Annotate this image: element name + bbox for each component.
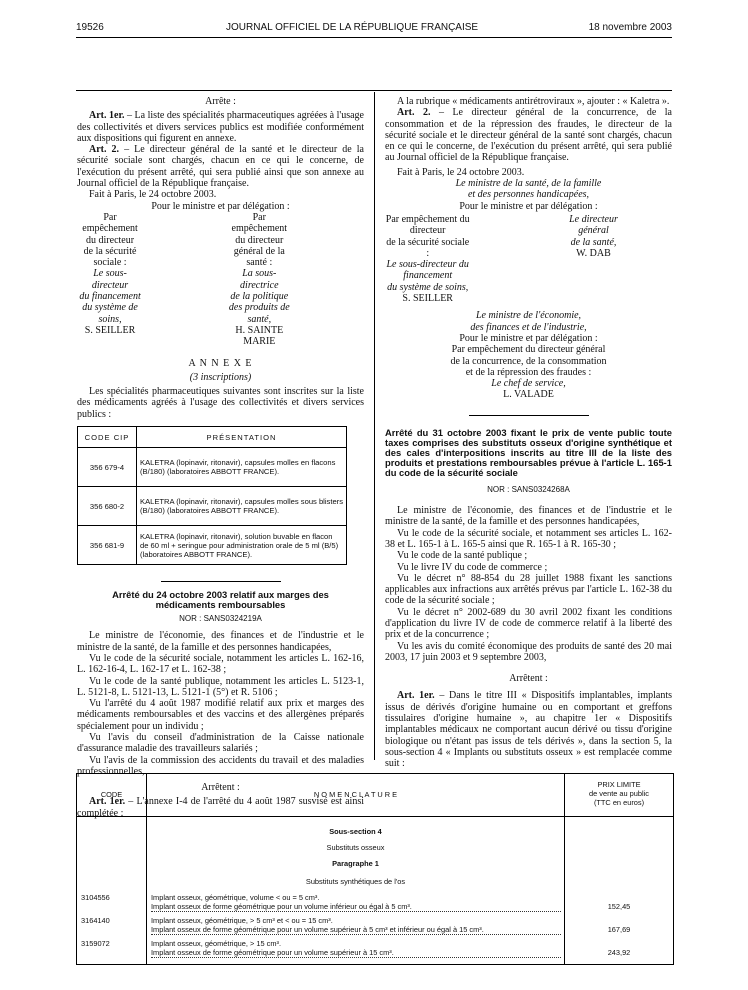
left-fait: Fait à Paris, le 24 octobre 2003. — [89, 189, 217, 201]
table-row: 356 681-9 KALETRA (lopinavir, ritonavir), solution buvable en flacon de 60 ml + seringue pour administration orale de 5 ml (B/5) (laboratoires ABBOTT FRANCE). — [78, 526, 347, 565]
left-article-1: Art. 1er. – La liste des spécialités pharmaceutiques agréées à l'usage des collectivités et divers services publics est modifiée conformément aux dispositions qui figurent en annexe. — [77, 110, 364, 144]
right-para: Vu le livre IV du code de commerce ; — [397, 561, 548, 573]
left-para: Le ministre de l'économie, des finances et de l'industrie et le ministre de la santé, de la famille et des personnes handicapées, — [77, 630, 364, 653]
separator — [161, 581, 281, 582]
arrete-2-title: Arrêté du 24 octobre 2003 relatif aux marges des médicaments remboursables — [112, 589, 329, 611]
right-rubrique: A la rubrique « médicaments antirétroviraux », ajouter : « Kaletra ». — [397, 96, 670, 107]
journal-title: JOURNAL OFFICIEL DE LA RÉPUBLIQUE FRANÇAISE — [226, 22, 479, 33]
left-para: Vu l'avis de la commission des accidents du travail et des maladies professionnelles, — [77, 754, 364, 777]
right-article-2: Art. 2. – Le directeur général de la concurrence, de la consommation et de la répression des fraudes, le directeur de la sécurité sociale et le directeur général de la santé sont chargés, chacun en ce qui le concerne, de l'exécution du présent arrêté, qui sera publié au Journal officiel de la République française. — [385, 107, 672, 164]
column-top-rule — [76, 90, 672, 91]
annexe-intro: Les spécialités pharmaceutiques suivantes sont inscrites sur la liste des médicaments agréés à l'usage des collectivités et divers services publics : — [77, 386, 364, 420]
table-row: 356 680-2 KALETRA (lopinavir, ritonavir), capsules molles sous blisters (B/180) (laboratoires ABBOTT FRANCE). — [78, 487, 347, 526]
col-code: CODE — [100, 790, 123, 799]
signature-right: Le directeur général de la santé, W. DAB — [569, 213, 618, 259]
left-para: Vu l'avis du conseil d'administration de la Caisse nationale d'assurance maladie des travailleurs salariés ; — [77, 731, 364, 755]
left-article-2: Art. 2. – Le directeur général de la santé et le directeur de la sécurité sociale sont chargés, chacun en ce qui le concerne, de l'exécution du présent arrêté, qui sera publié ainsi que son annexe au Journal officiel de la République française. — [77, 144, 364, 190]
header-rule — [76, 37, 672, 38]
arrete-3-nor: NOR : SANS0324268A — [487, 484, 570, 494]
right-para: Vu le code de la sécurité sociale, et notamment ses articles L. 162-38 et L. 165-1 à L. 165-5 ainsi que R. 165-1 à R. 165-30 ; — [385, 527, 672, 550]
left-para: Vu l'arrêté du 4 août 1987 modifié relatif aux prix et marges des médicaments remboursables et des vaccins et des allergènes préparés spécialement pour un individu ; — [77, 698, 364, 732]
table-row-price: 167,69 — [607, 925, 631, 934]
left-arretent: Arrêtent : — [201, 782, 240, 794]
right-ministre-1: Le ministre de la santé, de la famille et des personnes handicapées, — [455, 178, 602, 201]
left-para: Vu le code de la santé publique, notamment les articles L. 5123-1, L. 5121-8, L. 5121-13, L. 5121-1 (5°) et R. 5106 ; — [77, 675, 364, 698]
arrete-label: Arrête : — [205, 96, 236, 107]
signature-left: Par empêchement du directeur de la sécurité sociale : Le sous-directeur du financement du système de soins, S. SEILLER — [385, 213, 470, 305]
issue-date: 18 novembre 2003 — [588, 22, 672, 33]
left-article-1b: Art. 1er. – L'annexe I-4 de l'arrêté du 4 août 1987 susvisé est ainsi complétée : — [77, 796, 364, 819]
right-pour-2: Pour le ministre et par délégation : — [459, 332, 598, 344]
col-presentation: PRÉSENTATION — [137, 427, 347, 448]
table-row-code: 3164140 — [81, 916, 110, 925]
left-para: Vu le code de la sécurité sociale, notamment les articles L. 162-16, L. 162-16-4, L. 162-17 et L. 162-38 ; — [77, 652, 364, 676]
left-pour: Pour le ministre et par délégation : — [151, 200, 290, 212]
table-row-code: 3159072 — [81, 939, 110, 948]
substituts-osseux: Substituts osseux — [326, 843, 385, 852]
table-row-label: Implant osseux, géométrique, volume < ou = 5 cm³. Implant osseux de forme géométrique pour un volume inférieur ou égal à 5 cm³. — [151, 893, 561, 912]
table-row-price: 243,92 — [607, 948, 631, 957]
table-row-label: Implant osseux, géométrique, > 5 cm³ et < ou = 15 cm³. Implant osseux de forme géométrique pour un volume supérieur à 5 cm³ et inférieur ou égal à 15 cm³. — [151, 916, 561, 935]
right-fait: Fait à Paris, le 24 octobre 2003. — [397, 166, 525, 178]
page-number: 19526 — [76, 22, 104, 33]
table-row-label: Implant osseux, géométrique, > 15 cm³. Implant osseux de forme géométrique pour un volume supérieur à 15 cm³. — [151, 939, 561, 958]
separator — [469, 415, 589, 416]
right-para: Vu le décret n° 88-854 du 28 juillet 1988 fixant les sanctions applicables aux infractions aux arrêtés prévus par l'article L. 162-38 du code de la sécurité sociale ; — [385, 572, 672, 607]
arrete-2-nor: NOR : SANS0324219A — [179, 614, 262, 624]
right-para: Vu le décret n° 2002-689 du 30 avril 2002 fixant les conditions d'application du livre IV de code de commerce relatif à la liberté des prix et de la concurrence ; — [385, 606, 672, 641]
table-row-code: 3104556 — [81, 893, 110, 902]
sous-section: Sous-section 4 — [329, 827, 382, 836]
right-para: Le ministre de l'économie, des finances et de l'industrie et le ministre de la santé, de la famille et des personnes handicapées, — [385, 505, 672, 528]
table-row-price: 152,45 — [607, 902, 631, 911]
column-divider — [374, 92, 375, 760]
annexe-inscriptions: (3 inscriptions) — [189, 371, 252, 383]
paragraphe-title: Substituts synthétiques de l'os — [305, 877, 406, 886]
nomenclature-table — [76, 773, 674, 965]
right-signatures — [385, 214, 672, 304]
signature-left: Par empêchement du directeur de la sécurité sociale : Le sous-directeur du financement du système de soins, S. SEILLER — [79, 211, 141, 336]
col-code-cip: CODE CIP — [78, 427, 137, 448]
right-pour: Pour le ministre et par délégation : — [459, 200, 598, 212]
right-arretent: Arrêtent : — [509, 673, 548, 685]
right-ministre-2: Le ministre de l'économie, des finances et de l'industrie, — [470, 310, 587, 333]
left-signatures — [77, 212, 364, 348]
arrete-3-title: Arrêté du 31 octobre 2003 fixant le prix de vente public toute taxes comprises des substituts osseux d'origine synthétique et des cales d'interpositions inscrits au titre III de la liste des produits et prestations remboursables prévue à l'article L. 165-1 du code de la sécurité sociale — [385, 426, 672, 478]
left-column — [77, 96, 364, 819]
right-article-1: Art. 1er. – Dans le titre III « Dispositifs implantables, implants issus de dérivés d'origine humaine ou en comportant et greffons tissulaires d'origine humaine », au chapitre 1er « Dispositifs implantables médicaux ne comportant aucun dérivé ou tissu d'origine biologique ou n'étant pas issus de tels dérivés », dans la section 5, la sous-section 4 « Implants ou substituts osseux » est remplacée comme suit : — [385, 690, 673, 770]
annexe-title: A N N E X E — [188, 357, 253, 369]
right-para: Vu le code de la santé publique ; — [397, 550, 528, 562]
presentation-table — [77, 426, 347, 565]
col-nomenclature: N O M E N C L A T U R E — [313, 790, 398, 799]
right-column — [385, 96, 672, 770]
right-para: Vu les avis du comité économique des produits de santé des 20 mai 2003, 17 juin 2003 et 9 septembre 2003, — [385, 640, 672, 663]
page-header — [76, 22, 672, 36]
paragraphe: Paragraphe 1 — [332, 859, 379, 868]
signature-right: Par empêchement du directeur général de la santé : La sous-directrice de la politique des produits de santé, H. SAINTE MARIE — [228, 211, 290, 348]
table-row: 356 679-4 KALETRA (lopinavir, ritonavir), capsules molles en flacons (B/180) (laboratoires ABBOTT FRANCE). — [78, 448, 347, 487]
signature-3: Par empêchement du directeur général de la concurrence, de la consommation et de la répression des fraudes : Le chef de service, L. VALADE — [450, 344, 607, 401]
col-prix: PRIX LIMITE de vente au public (TTC en euros) — [589, 780, 649, 807]
